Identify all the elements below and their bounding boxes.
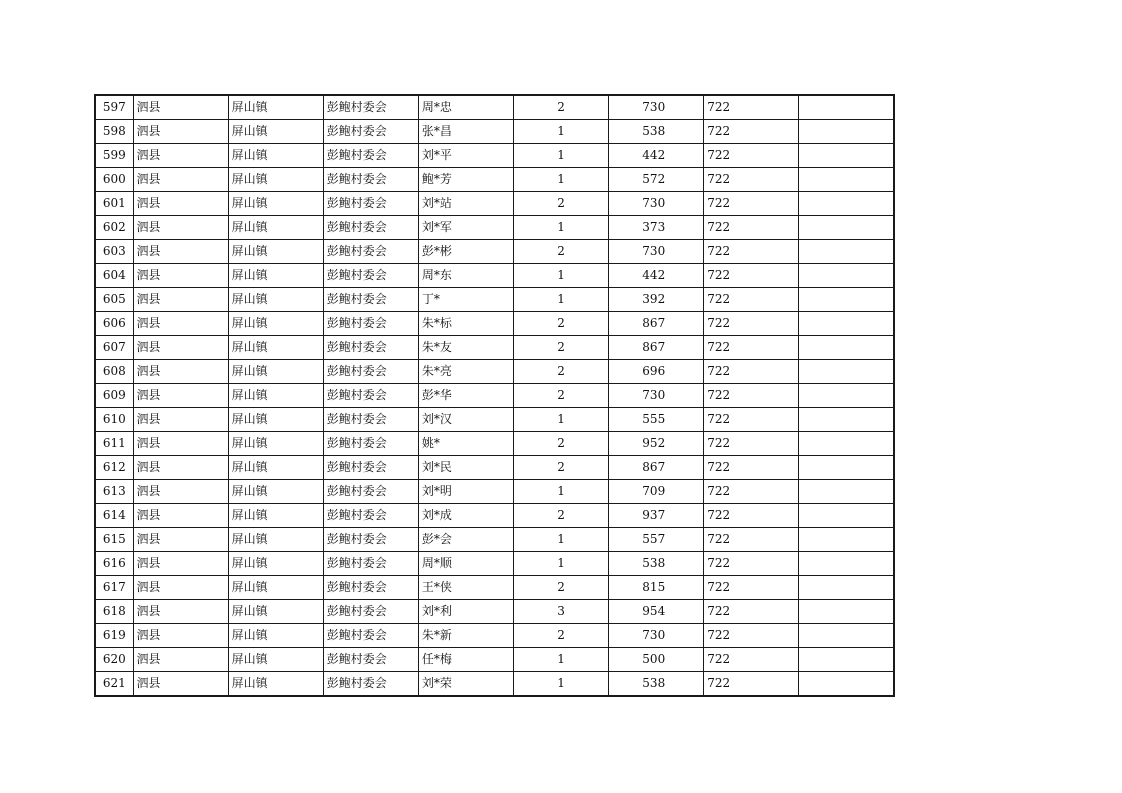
standard-cell: 722: [704, 624, 799, 648]
household-count-cell: 1: [513, 528, 608, 552]
county-cell: 泗县: [133, 552, 228, 576]
standard-cell: 722: [704, 576, 799, 600]
remark-cell: [799, 456, 894, 480]
amount-cell: 442: [609, 264, 704, 288]
standard-cell: 722: [704, 336, 799, 360]
amount-cell: 730: [609, 624, 704, 648]
amount-cell: 538: [609, 120, 704, 144]
county-cell: 泗县: [133, 480, 228, 504]
name-cell: 朱*友: [418, 336, 513, 360]
remark-cell: [799, 552, 894, 576]
name-cell: 丁*: [418, 288, 513, 312]
amount-cell: 557: [609, 528, 704, 552]
county-cell: 泗县: [133, 216, 228, 240]
village-committee-cell: 彭鲍村委会: [323, 648, 418, 672]
amount-cell: 730: [609, 192, 704, 216]
standard-cell: 722: [704, 264, 799, 288]
table-row: [95, 432, 894, 456]
household-count-cell: 1: [513, 168, 608, 192]
row-number-cell: 602: [95, 216, 133, 240]
table-row: [95, 528, 894, 552]
town-cell: 屏山镇: [228, 168, 323, 192]
name-cell: 彭*会: [418, 528, 513, 552]
village-committee-cell: 彭鲍村委会: [323, 432, 418, 456]
town-cell: 屏山镇: [228, 624, 323, 648]
county-cell: 泗县: [133, 384, 228, 408]
remark-cell: [799, 432, 894, 456]
village-committee-cell: 彭鲍村委会: [323, 144, 418, 168]
name-cell: 任*梅: [418, 648, 513, 672]
remark-cell: [799, 624, 894, 648]
household-count-cell: 1: [513, 480, 608, 504]
county-cell: 泗县: [133, 120, 228, 144]
amount-cell: 815: [609, 576, 704, 600]
row-number-cell: 617: [95, 576, 133, 600]
village-committee-cell: 彭鲍村委会: [323, 600, 418, 624]
county-cell: 泗县: [133, 432, 228, 456]
table-row: [95, 624, 894, 648]
village-committee-cell: 彭鲍村委会: [323, 192, 418, 216]
row-number-cell: 618: [95, 600, 133, 624]
household-count-cell: 2: [513, 192, 608, 216]
county-cell: 泗县: [133, 504, 228, 528]
amount-cell: 373: [609, 216, 704, 240]
standard-cell: 722: [704, 384, 799, 408]
data-table: [94, 94, 895, 697]
amount-cell: 392: [609, 288, 704, 312]
standard-cell: 722: [704, 288, 799, 312]
remark-cell: [799, 672, 894, 697]
row-number-cell: 615: [95, 528, 133, 552]
town-cell: 屏山镇: [228, 288, 323, 312]
household-count-cell: 3: [513, 600, 608, 624]
table-row: [95, 288, 894, 312]
remark-cell: [799, 240, 894, 264]
table-row: [95, 240, 894, 264]
town-cell: 屏山镇: [228, 192, 323, 216]
household-count-cell: 2: [513, 624, 608, 648]
table-row: [95, 384, 894, 408]
household-count-cell: 1: [513, 216, 608, 240]
table-row: [95, 95, 894, 120]
village-committee-cell: 彭鲍村委会: [323, 456, 418, 480]
name-cell: 刘*平: [418, 144, 513, 168]
household-count-cell: 2: [513, 336, 608, 360]
name-cell: 周*忠: [418, 95, 513, 120]
standard-cell: 722: [704, 432, 799, 456]
town-cell: 屏山镇: [228, 480, 323, 504]
name-cell: 刘*荣: [418, 672, 513, 697]
row-number-cell: 600: [95, 168, 133, 192]
standard-cell: 722: [704, 168, 799, 192]
table-row: [95, 144, 894, 168]
remark-cell: [799, 384, 894, 408]
name-cell: 朱*新: [418, 624, 513, 648]
name-cell: 彭*彬: [418, 240, 513, 264]
amount-cell: 538: [609, 672, 704, 697]
row-number-cell: 607: [95, 336, 133, 360]
amount-cell: 730: [609, 384, 704, 408]
row-number-cell: 612: [95, 456, 133, 480]
county-cell: 泗县: [133, 144, 228, 168]
name-cell: 刘*成: [418, 504, 513, 528]
table-row: [95, 360, 894, 384]
standard-cell: 722: [704, 144, 799, 168]
name-cell: 朱*亮: [418, 360, 513, 384]
remark-cell: [799, 648, 894, 672]
standard-cell: 722: [704, 600, 799, 624]
name-cell: 姚*: [418, 432, 513, 456]
remark-cell: [799, 576, 894, 600]
county-cell: 泗县: [133, 168, 228, 192]
name-cell: 刘*明: [418, 480, 513, 504]
name-cell: 彭*华: [418, 384, 513, 408]
village-committee-cell: 彭鲍村委会: [323, 240, 418, 264]
town-cell: 屏山镇: [228, 408, 323, 432]
standard-cell: 722: [704, 552, 799, 576]
standard-cell: 722: [704, 216, 799, 240]
row-number-cell: 616: [95, 552, 133, 576]
name-cell: 刘*民: [418, 456, 513, 480]
standard-cell: 722: [704, 312, 799, 336]
household-count-cell: 1: [513, 552, 608, 576]
table-row: [95, 216, 894, 240]
amount-cell: 709: [609, 480, 704, 504]
village-committee-cell: 彭鲍村委会: [323, 504, 418, 528]
remark-cell: [799, 504, 894, 528]
county-cell: 泗县: [133, 648, 228, 672]
standard-cell: 722: [704, 95, 799, 120]
table-row: [95, 672, 894, 697]
row-number-cell: 605: [95, 288, 133, 312]
town-cell: 屏山镇: [228, 312, 323, 336]
remark-cell: [799, 192, 894, 216]
standard-cell: 722: [704, 192, 799, 216]
remark-cell: [799, 312, 894, 336]
town-cell: 屏山镇: [228, 504, 323, 528]
remark-cell: [799, 480, 894, 504]
standard-cell: 722: [704, 408, 799, 432]
county-cell: 泗县: [133, 336, 228, 360]
name-cell: 张*昌: [418, 120, 513, 144]
row-number-cell: 608: [95, 360, 133, 384]
table-row: [95, 192, 894, 216]
county-cell: 泗县: [133, 288, 228, 312]
county-cell: 泗县: [133, 600, 228, 624]
household-count-cell: 1: [513, 648, 608, 672]
table-row: [95, 504, 894, 528]
name-cell: 周*顺: [418, 552, 513, 576]
table-row: [95, 312, 894, 336]
standard-cell: 722: [704, 120, 799, 144]
remark-cell: [799, 288, 894, 312]
remark-cell: [799, 120, 894, 144]
amount-cell: 954: [609, 600, 704, 624]
remark-cell: [799, 264, 894, 288]
amount-cell: 696: [609, 360, 704, 384]
remark-cell: [799, 336, 894, 360]
county-cell: 泗县: [133, 576, 228, 600]
row-number-cell: 620: [95, 648, 133, 672]
name-cell: 刘*站: [418, 192, 513, 216]
village-committee-cell: 彭鲍村委会: [323, 480, 418, 504]
amount-cell: 867: [609, 456, 704, 480]
table-row: [95, 480, 894, 504]
county-cell: 泗县: [133, 264, 228, 288]
amount-cell: 952: [609, 432, 704, 456]
town-cell: 屏山镇: [228, 144, 323, 168]
table-row: [95, 168, 894, 192]
village-committee-cell: 彭鲍村委会: [323, 552, 418, 576]
town-cell: 屏山镇: [228, 672, 323, 697]
county-cell: 泗县: [133, 312, 228, 336]
household-count-cell: 1: [513, 144, 608, 168]
row-number-cell: 609: [95, 384, 133, 408]
row-number-cell: 613: [95, 480, 133, 504]
name-cell: 刘*军: [418, 216, 513, 240]
village-committee-cell: 彭鲍村委会: [323, 95, 418, 120]
village-committee-cell: 彭鲍村委会: [323, 288, 418, 312]
village-committee-cell: 彭鲍村委会: [323, 264, 418, 288]
row-number-cell: 597: [95, 95, 133, 120]
table-row: [95, 576, 894, 600]
name-cell: 周*东: [418, 264, 513, 288]
remark-cell: [799, 95, 894, 120]
name-cell: 刘*汉: [418, 408, 513, 432]
name-cell: 王*侠: [418, 576, 513, 600]
amount-cell: 937: [609, 504, 704, 528]
table-row: [95, 600, 894, 624]
row-number-cell: 614: [95, 504, 133, 528]
table-row: [95, 552, 894, 576]
household-count-cell: 2: [513, 384, 608, 408]
name-cell: 鲍*芳: [418, 168, 513, 192]
household-count-cell: 2: [513, 456, 608, 480]
town-cell: 屏山镇: [228, 432, 323, 456]
amount-cell: 538: [609, 552, 704, 576]
row-number-cell: 611: [95, 432, 133, 456]
village-committee-cell: 彭鲍村委会: [323, 312, 418, 336]
amount-cell: 500: [609, 648, 704, 672]
row-number-cell: 603: [95, 240, 133, 264]
row-number-cell: 619: [95, 624, 133, 648]
standard-cell: 722: [704, 480, 799, 504]
standard-cell: 722: [704, 360, 799, 384]
county-cell: 泗县: [133, 408, 228, 432]
standard-cell: 722: [704, 672, 799, 697]
standard-cell: 722: [704, 504, 799, 528]
standard-cell: 722: [704, 528, 799, 552]
table-row: [95, 456, 894, 480]
county-cell: 泗县: [133, 624, 228, 648]
town-cell: 屏山镇: [228, 528, 323, 552]
household-count-cell: 1: [513, 288, 608, 312]
town-cell: 屏山镇: [228, 240, 323, 264]
village-committee-cell: 彭鲍村委会: [323, 624, 418, 648]
remark-cell: [799, 600, 894, 624]
county-cell: 泗县: [133, 528, 228, 552]
town-cell: 屏山镇: [228, 360, 323, 384]
row-number-cell: 601: [95, 192, 133, 216]
table-row: [95, 264, 894, 288]
standard-cell: 722: [704, 648, 799, 672]
remark-cell: [799, 216, 894, 240]
county-cell: 泗县: [133, 360, 228, 384]
household-count-cell: 1: [513, 264, 608, 288]
amount-cell: 572: [609, 168, 704, 192]
row-number-cell: 598: [95, 120, 133, 144]
county-cell: 泗县: [133, 240, 228, 264]
town-cell: 屏山镇: [228, 552, 323, 576]
amount-cell: 867: [609, 336, 704, 360]
table-row: [95, 336, 894, 360]
village-committee-cell: 彭鲍村委会: [323, 336, 418, 360]
village-committee-cell: 彭鲍村委会: [323, 168, 418, 192]
household-count-cell: 2: [513, 95, 608, 120]
town-cell: 屏山镇: [228, 336, 323, 360]
household-count-cell: 1: [513, 408, 608, 432]
county-cell: 泗县: [133, 456, 228, 480]
household-count-cell: 1: [513, 120, 608, 144]
household-count-cell: 1: [513, 672, 608, 697]
county-cell: 泗县: [133, 95, 228, 120]
amount-cell: 730: [609, 95, 704, 120]
village-committee-cell: 彭鲍村委会: [323, 576, 418, 600]
amount-cell: 730: [609, 240, 704, 264]
row-number-cell: 599: [95, 144, 133, 168]
household-count-cell: 2: [513, 240, 608, 264]
county-cell: 泗县: [133, 192, 228, 216]
remark-cell: [799, 408, 894, 432]
village-committee-cell: 彭鲍村委会: [323, 408, 418, 432]
remark-cell: [799, 360, 894, 384]
household-count-cell: 2: [513, 432, 608, 456]
household-count-cell: 2: [513, 312, 608, 336]
table-row: [95, 648, 894, 672]
household-count-cell: 2: [513, 504, 608, 528]
row-number-cell: 610: [95, 408, 133, 432]
village-committee-cell: 彭鲍村委会: [323, 120, 418, 144]
household-count-cell: 2: [513, 576, 608, 600]
row-number-cell: 621: [95, 672, 133, 697]
amount-cell: 442: [609, 144, 704, 168]
standard-cell: 722: [704, 240, 799, 264]
village-committee-cell: 彭鲍村委会: [323, 360, 418, 384]
town-cell: 屏山镇: [228, 216, 323, 240]
village-committee-cell: 彭鲍村委会: [323, 672, 418, 697]
town-cell: 屏山镇: [228, 384, 323, 408]
village-committee-cell: 彭鲍村委会: [323, 528, 418, 552]
row-number-cell: 604: [95, 264, 133, 288]
row-number-cell: 606: [95, 312, 133, 336]
amount-cell: 555: [609, 408, 704, 432]
town-cell: 屏山镇: [228, 264, 323, 288]
name-cell: 刘*利: [418, 600, 513, 624]
town-cell: 屏山镇: [228, 120, 323, 144]
village-committee-cell: 彭鲍村委会: [323, 216, 418, 240]
remark-cell: [799, 168, 894, 192]
town-cell: 屏山镇: [228, 95, 323, 120]
household-count-cell: 2: [513, 360, 608, 384]
standard-cell: 722: [704, 456, 799, 480]
town-cell: 屏山镇: [228, 648, 323, 672]
remark-cell: [799, 144, 894, 168]
table-body: [95, 95, 894, 696]
town-cell: 屏山镇: [228, 456, 323, 480]
table-row: [95, 408, 894, 432]
county-cell: 泗县: [133, 672, 228, 697]
village-committee-cell: 彭鲍村委会: [323, 384, 418, 408]
town-cell: 屏山镇: [228, 600, 323, 624]
name-cell: 朱*标: [418, 312, 513, 336]
table-row: [95, 120, 894, 144]
amount-cell: 867: [609, 312, 704, 336]
remark-cell: [799, 528, 894, 552]
town-cell: 屏山镇: [228, 576, 323, 600]
